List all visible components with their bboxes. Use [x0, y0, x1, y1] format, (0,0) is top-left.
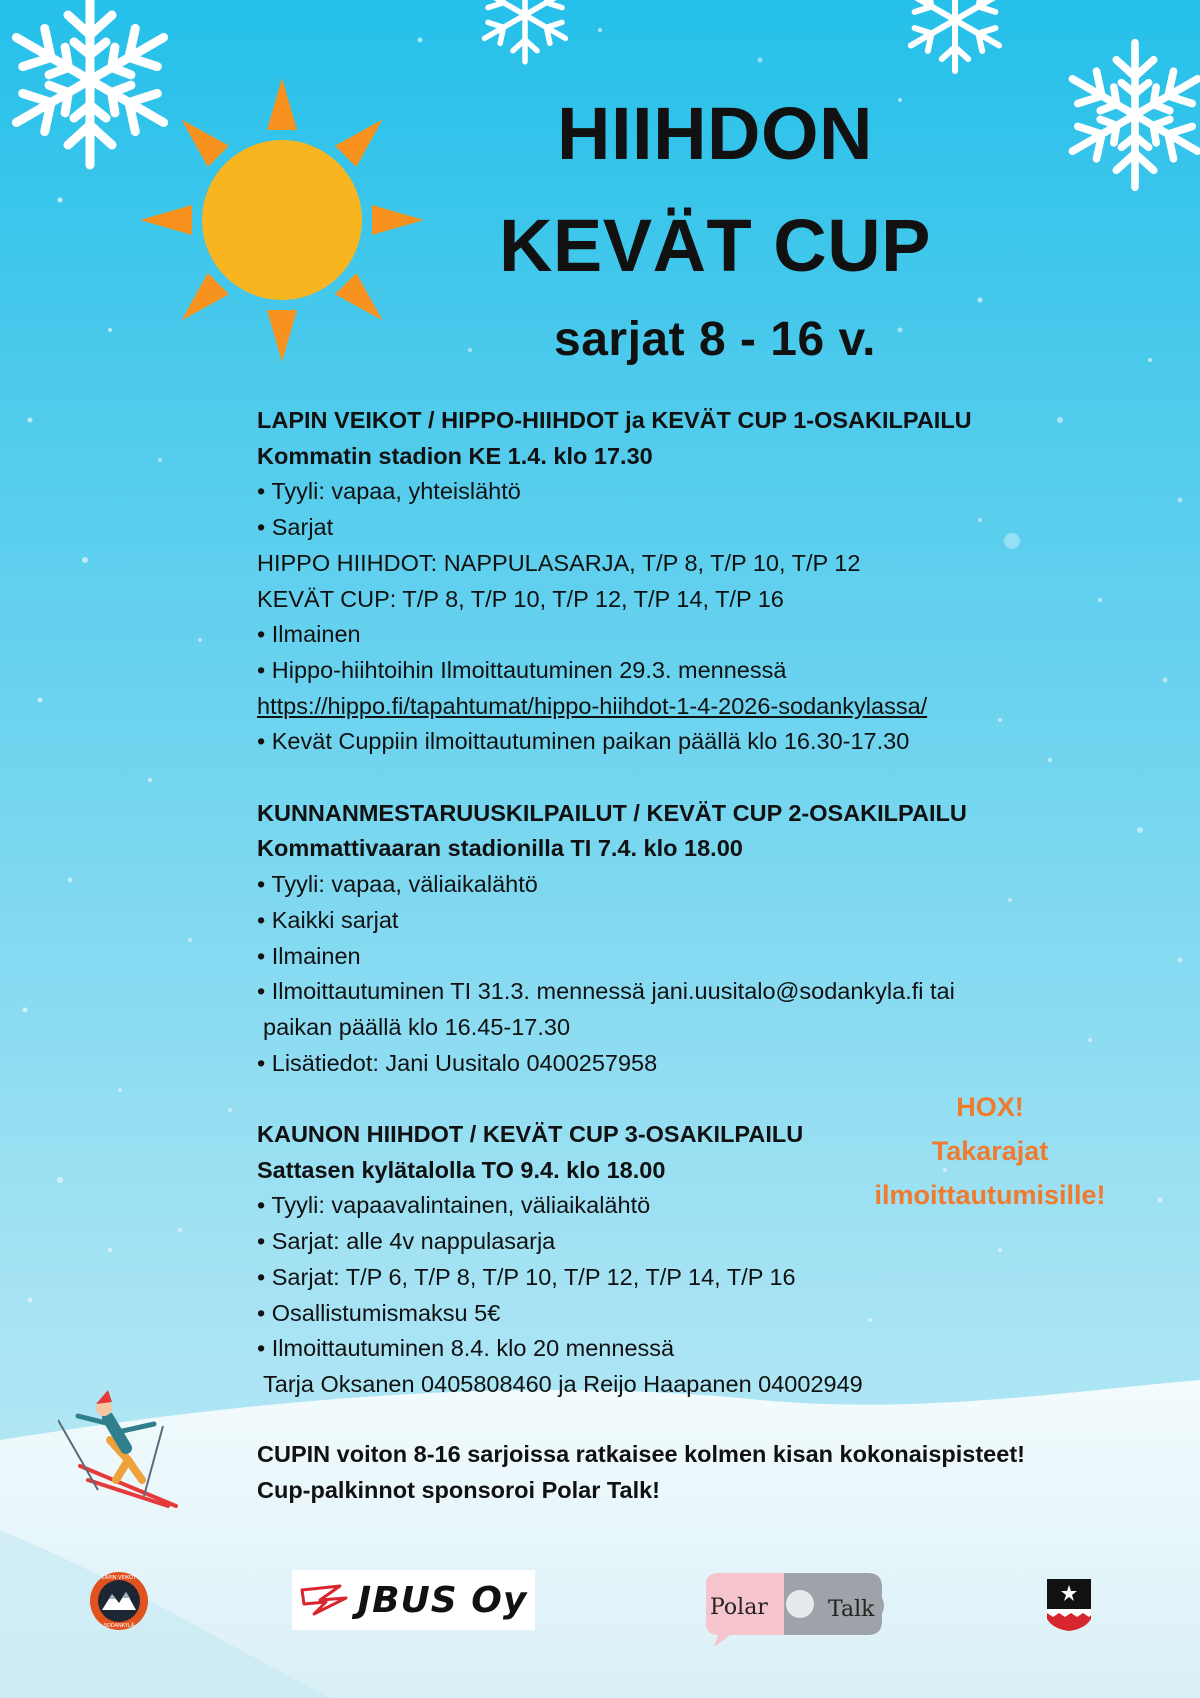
notice-line: ilmoittautumisille!: [874, 1180, 1106, 1210]
event-line: • Kaikki sarjat: [257, 906, 399, 933]
polar-talk-logo: [700, 1565, 885, 1655]
title-line-2: KEVÄT CUP: [498, 204, 932, 287]
event-1: [257, 403, 1157, 760]
snowflake-icon: [1050, 30, 1200, 200]
bus-swoosh-icon: [300, 1582, 352, 1618]
event-line: • Sarjat: [257, 514, 334, 541]
registration-link[interactable]: https://hippo.fi/tapahtumat/hippo-hiihdot-1-4-2026-sodankylassa/: [257, 692, 928, 719]
event-line: • Osallistumismaksu 5€: [257, 1299, 501, 1326]
subtitle: sarjat 8 - 16 v.: [554, 313, 876, 366]
event-line: • Sarjat: alle 4v nappulasarja: [257, 1228, 556, 1255]
logo-ring-text: LAPIN VEIKOT: [101, 1575, 137, 1581]
event-line: paikan päällä klo 16.45-17.30: [263, 1013, 571, 1040]
lapin-veikot-logo: [88, 1570, 150, 1637]
event-line: • Hippo-hiihtoihin Ilmoittautuminen 29.3. mennessä: [257, 656, 787, 683]
event-line: • Ilmainen: [257, 621, 361, 648]
event-list: [257, 403, 1157, 1438]
notice-line: HOX!: [956, 1092, 1024, 1122]
event-place-time: Sattasen kylätalolla TO 9.4. klo 18.00: [257, 1156, 666, 1183]
event-line: • Tyyli: vapaa, yhteislähtö: [257, 478, 521, 505]
notice-line: Takarajat: [931, 1136, 1049, 1166]
event-line: • Tyyli: vapaavalintainen, väliaikalähtö: [257, 1192, 651, 1219]
footer-text: [257, 1436, 1025, 1508]
event-line: HIPPO HIIHDOT: NAPPULASARJA, T/P 8, T/P 10, T/P 12: [257, 549, 861, 576]
polar-label: Polar: [710, 1595, 768, 1620]
title-line-1: HIIHDON: [557, 92, 873, 175]
footer-line: CUPIN voiton 8-16 sarjoissa ratkaisee kolmen kisan kokonaispisteet!: [257, 1441, 1025, 1467]
coat-of-arms-icon: [1045, 1577, 1093, 1633]
jbus-wordmark: JBUS Oy: [357, 1579, 528, 1621]
event-line: • Tyyli: vapaa, väliaikalähtö: [257, 871, 538, 898]
event-line: • Kevät Cuppiin ilmoittautuminen paikan päällä klo 16.30-17.30: [257, 728, 910, 755]
event-heading: KUNNANMESTARUUSKILPAILUT / KEVÄT CUP 2-OSAKILPAILU: [257, 799, 967, 826]
sun-icon: [132, 70, 432, 370]
skier-icon: [58, 1388, 178, 1508]
talk-label: Talk: [828, 1597, 875, 1622]
municipality-crest-logo: [1045, 1577, 1093, 1638]
event-line: • Sarjat: T/P 6, T/P 8, T/P 10, T/P 12, T/P 14, T/P 16: [257, 1263, 796, 1290]
snowflake-icon: [470, 0, 580, 70]
event-line: KEVÄT CUP: T/P 8, T/P 10, T/P 12, T/P 14, T/P 16: [257, 585, 784, 612]
event-heading: KAUNON HIIHDOT / KEVÄT CUP 3-OSAKILPAILU: [257, 1121, 804, 1148]
event-line: • Ilmoittautuminen TI 31.3. mennessä jani.uusitalo@sodankyla.fi tai: [257, 978, 955, 1005]
jbus-logo: [292, 1570, 535, 1630]
event-line: • Lisätiedot: Jani Uusitalo 0400257958: [257, 1049, 658, 1076]
event-line: • Ilmainen: [257, 942, 361, 969]
deadline-notice: [845, 1085, 1135, 1217]
logo-bottom-text: SODANKYLÄ: [103, 1623, 135, 1629]
event-line: Tarja Oksanen 0405808460 ja Reijo Haapanen 04002949: [263, 1370, 863, 1397]
snowflake-icon: [895, 0, 1015, 80]
event-place-time: Kommattivaaran stadionilla TI 7.4. klo 18.00: [257, 835, 743, 862]
event-place-time: Kommatin stadion KE 1.4. klo 17.30: [257, 442, 653, 469]
lapin-veikot-emblem-icon: [88, 1570, 150, 1632]
event-line: • Ilmoittautuminen 8.4. klo 20 mennessä: [257, 1335, 675, 1362]
footer-line: Cup-palkinnot sponsoroi Polar Talk!: [257, 1477, 660, 1503]
event-2: [257, 796, 1157, 1082]
event-heading: LAPIN VEIKOT / HIPPO-HIIHDOT ja KEVÄT CUP 1-OSAKILPAILU: [257, 407, 972, 433]
